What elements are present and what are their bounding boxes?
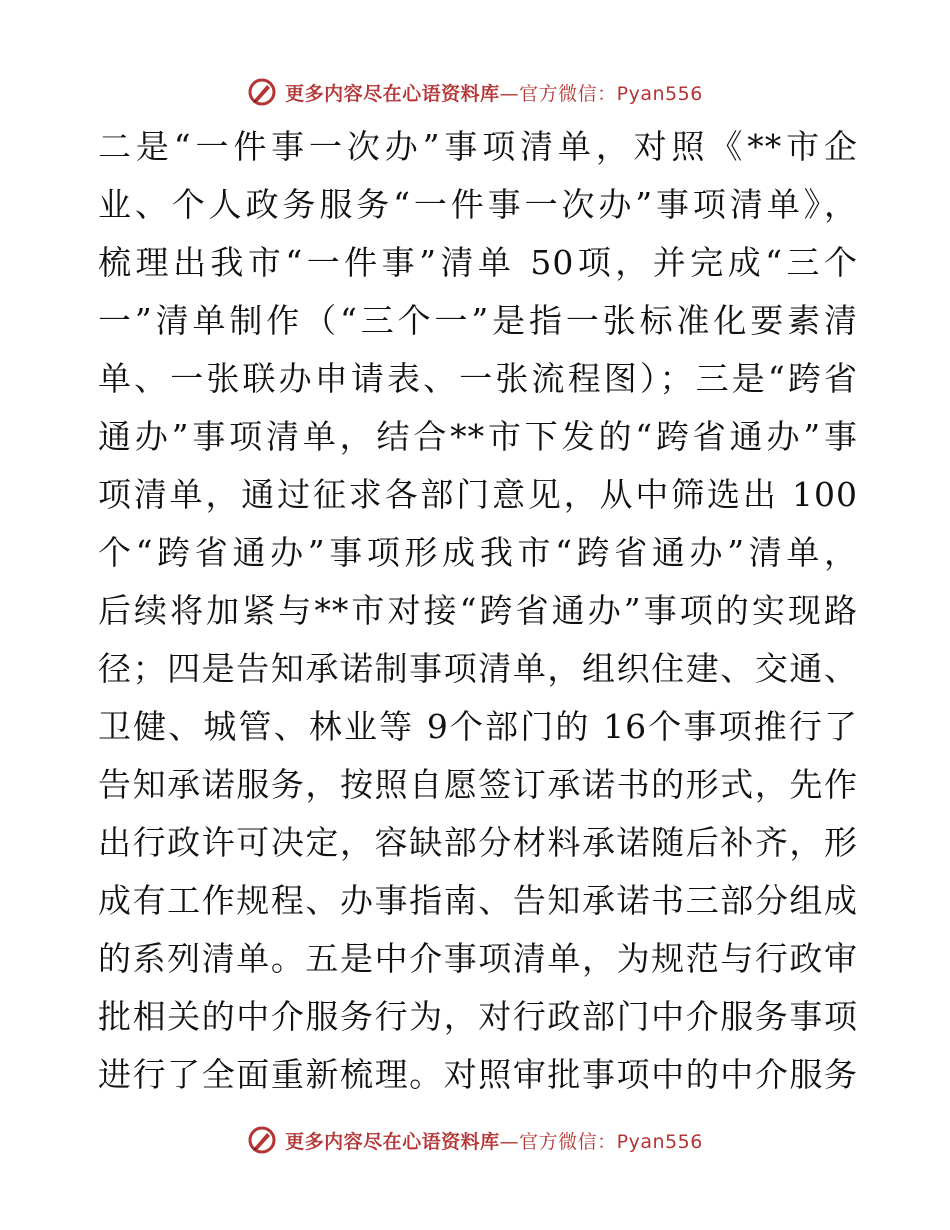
text-line: 成有工作规程、办事指南、告知承诺书三部分组成 — [98, 881, 858, 920]
text-line: 告知承诺服务，按照自愿签订承诺书的形式，先作 — [98, 765, 858, 804]
text-line: 后续将加紧与**市对接“跨省通办”事项的实现路 — [98, 591, 858, 630]
footer-separator: — — [499, 1130, 520, 1153]
footer-contact-text: 官方微信：Pyan556 — [519, 1130, 703, 1153]
text-line: 一”清单制作（“三个一”是指一张标准化要素清 — [98, 301, 858, 340]
header-contact-text: 官方微信：Pyan556 — [519, 82, 703, 105]
quill-logo-icon — [247, 1125, 277, 1155]
text-line: 进行了全面重新梳理。对照审批事项中的中介服务 — [98, 1055, 858, 1094]
footer-brand-text: 更多内容尽在心语资料库 — [285, 1130, 500, 1153]
text-line: 卫健、城管、林业等 9个部门的 16个事项推行了 — [98, 707, 858, 746]
footer-banner — [0, 1120, 950, 1160]
text-line: 项清单，通过征求各部门意见，从中筛选出 100 — [98, 475, 858, 514]
text-line: 个“跨省通办”事项形成我市“跨省通办”清单， — [98, 533, 858, 572]
footer-text — [285, 1127, 703, 1154]
text-line: 梳理出我市“一件事”清单 50项，并完成“三个 — [98, 243, 858, 282]
quill-logo-icon — [247, 77, 277, 107]
text-line: 径；四是告知承诺制事项清单，组织住建、交通、 — [98, 649, 858, 688]
text-line: 业、个人政务服务“一件事一次办”事项清单》， — [98, 185, 858, 224]
header-brand-text: 更多内容尽在心语资料库 — [285, 82, 500, 105]
text-line: 的系列清单。五是中介事项清单，为规范与行政审 — [98, 939, 858, 978]
text-line: 批相关的中介服务行为，对行政部门中介服务事项 — [98, 997, 858, 1036]
header-separator: — — [499, 82, 520, 105]
header-banner — [0, 72, 950, 112]
text-line: 单、一张联办申请表、一张流程图）；三是“跨省 — [98, 359, 858, 398]
text-line: 二是“一件事一次办”事项清单，对照《**市企 — [98, 127, 858, 166]
text-line: 通办”事项清单，结合**市下发的“跨省通办”事 — [98, 417, 858, 456]
text-line: 出行政许可决定，容缺部分材料承诺随后补齐，形 — [98, 823, 858, 862]
header-text — [285, 79, 703, 106]
